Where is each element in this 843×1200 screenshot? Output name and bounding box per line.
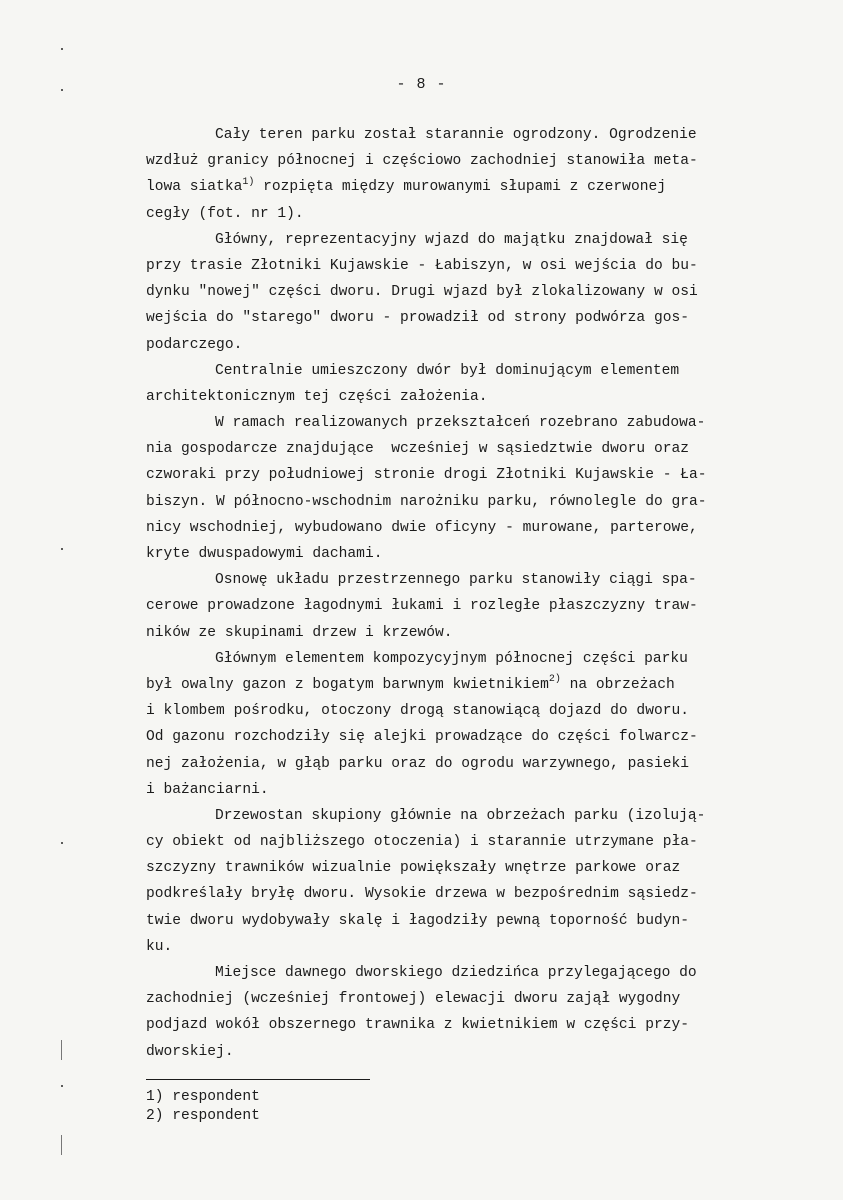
text-line: ników ze skupinami drzew i krzewów.: [146, 624, 453, 641]
text-line: podarczego.: [146, 336, 243, 353]
text-line: Cały teren parku został starannie ogrodzony. Ogrodzenie: [215, 127, 697, 143]
text-line: zachodniej (wcześniej frontowej) elewacji dworu zajął wygodny: [146, 991, 681, 1008]
paragraph: [146, 410, 786, 567]
text-line: Drzewostan skupiony głównie na obrzeżach parku (izolują-: [215, 807, 706, 824]
text-line: W ramach realizowanych przekształceń rozebrano zabudowa-: [215, 415, 706, 432]
text-line: ku.: [146, 938, 173, 955]
text-line: Osnowę układu przestrzennego parku stanowiły ciągi spa-: [215, 572, 697, 589]
paragraph: [146, 358, 786, 410]
page-number: - 8 -: [396, 76, 447, 93]
text-line: Główny, reprezentacyjny wjazd do majątku znajdował się: [215, 231, 688, 248]
text-line: Głównym elementem kompozycyjnym północnej części parku: [215, 650, 688, 667]
text-line: wzdłuż granicy północnej i częściowo zachodniej stanowiła meta-: [146, 153, 698, 170]
paragraph: [146, 646, 786, 803]
scan-speck: [61, 1135, 62, 1155]
text-line: podkreślały bryłę dworu. Wysokie drzewa w bezpośrednim sąsiedz-: [146, 886, 698, 903]
scan-speck: [61, 1085, 63, 1087]
text-segment: rozpięta między murowanymi słupami z czerwonej: [254, 179, 666, 196]
paragraph: [146, 803, 786, 960]
text-segment: lowa siatka: [146, 179, 243, 196]
scan-speck: [61, 842, 63, 844]
text-line: Centralnie umieszczony dwór był dominującym elementem: [215, 362, 680, 379]
footnote: 2) respondent: [146, 1107, 260, 1124]
text-line: podjazd wokół obszernego trawnika z kwietnikiem w części przy-: [146, 1017, 689, 1034]
paragraph: [146, 122, 786, 227]
scan-speck: [61, 89, 63, 91]
text-line: przy trasie Złotniki Kujawskie - Łabiszyn, w osi wejścia do bu-: [146, 257, 698, 274]
text-line: czworaki przy południowej stronie drogi Złotniki Kujawskie - Ła-: [146, 467, 707, 484]
text-segment: na obrzeżach: [560, 676, 675, 693]
footnote-ref-1: 1): [242, 176, 255, 188]
text-line: cegły (fot. nr 1).: [146, 205, 304, 222]
text-line: architektonicznym tej części założenia.: [146, 388, 488, 405]
scan-speck: [61, 1040, 62, 1060]
text-line: nej założenia, w głąb parku oraz do ogrodu warzywnego, pasieki: [146, 755, 689, 772]
text-line: dworskiej.: [146, 1043, 234, 1060]
text-line: szczyzny trawników wizualnie powiększały wnętrze parkowe oraz: [146, 860, 681, 877]
text-line: Od gazonu rozchodziły się alejki prowadzące do części folwarcz-: [146, 729, 698, 746]
text-line: wejścia do "starego" dworu - prowadził od strony podwórza gos-: [146, 310, 689, 327]
text-line: kryte dwuspadowymi dachami.: [146, 546, 383, 562]
text-line: cy obiekt od najbliższego otoczenia) i starannie utrzymane pła-: [146, 834, 698, 851]
text-line: dynku "nowej" części dworu. Drugi wjazd był zlokalizowany w osi: [146, 284, 698, 301]
scan-speck: [61, 548, 63, 550]
text-line: i bażanciarni.: [146, 781, 269, 798]
scan-speck: [61, 48, 63, 50]
text-segment: był owalny gazon z bogatym barwnym kwietnikiem: [146, 676, 549, 693]
text-line: [146, 174, 786, 200]
text-line: nia gospodarcze znajdujące wcześniej w sąsiedztwie dworu oraz: [146, 441, 689, 458]
text-line: [146, 672, 786, 698]
text-line: nicy wschodniej, wybudowano dwie oficyny - murowane, parterowe,: [146, 519, 698, 536]
footnote: 1) respondent: [146, 1089, 260, 1105]
text-line: biszyn. W północno-wschodnim narożniku parku, równolegle do gra-: [146, 493, 707, 510]
text-line: twie dworu wydobywały skalę i łagodziły pewną toporność budyn-: [146, 912, 689, 929]
text-line: cerowe prowadzone łagodnymi łukami i rozległe płaszczyzny traw-: [146, 598, 698, 615]
footnote-ref-2: 2): [548, 674, 561, 686]
footnote-divider: [146, 1079, 370, 1080]
text-line: i klombem pośrodku, otoczony drogą stanowiącą dojazd do dworu.: [146, 703, 689, 720]
body-text: [146, 122, 786, 1065]
footnotes: [146, 1088, 546, 1125]
text-line: Miejsce dawnego dworskiego dziedzińca przylegającego do: [215, 965, 697, 981]
paragraph: [146, 227, 786, 358]
paragraph: [146, 567, 786, 646]
paragraph: [146, 960, 786, 1065]
